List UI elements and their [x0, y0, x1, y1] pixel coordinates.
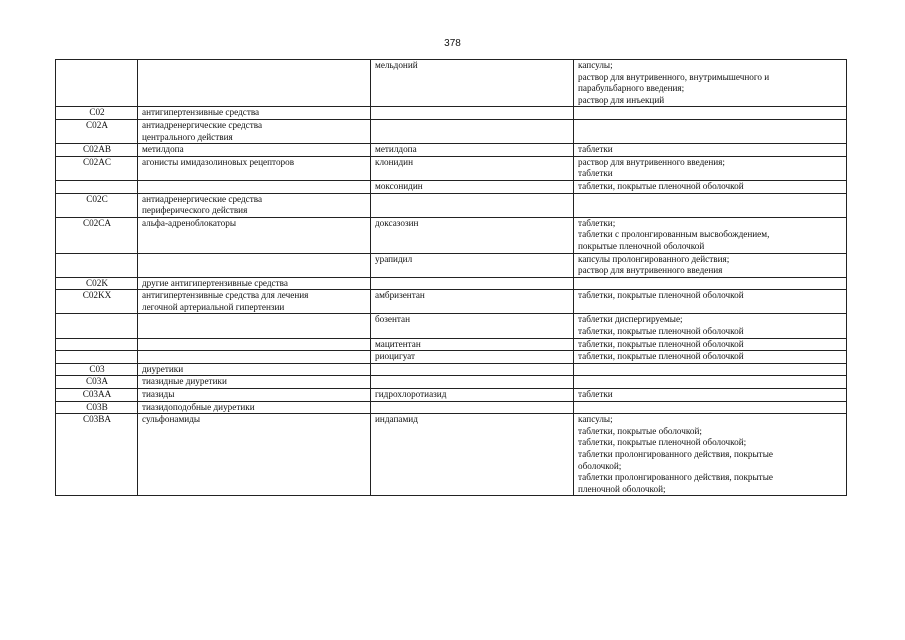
atc-code-cell [56, 314, 138, 338]
dosage-form-line: таблетки [578, 168, 613, 179]
atc-group-cell [138, 156, 371, 180]
drug-name: индапамид [375, 414, 418, 425]
dosage-form-cell [574, 314, 847, 338]
dosage-form-cell [574, 193, 847, 217]
table-row [56, 351, 847, 364]
drug-name: гидрохлоротиазид [375, 389, 447, 400]
atc-group-cell [138, 290, 371, 314]
table-row [56, 217, 847, 253]
dosage-form-cell [574, 253, 847, 277]
drug-name-cell [371, 156, 574, 180]
table-row [56, 180, 847, 193]
drug-name-cell [371, 338, 574, 351]
atc-group-cell [138, 253, 371, 277]
atc-code: C02C [86, 193, 108, 204]
dosage-form-cell [574, 107, 847, 120]
table-row [56, 389, 847, 402]
atc-code: C03B [86, 401, 108, 412]
atc-group-cell [138, 277, 371, 290]
atc-code-cell [56, 156, 138, 180]
atc-group-cell [138, 351, 371, 364]
dosage-form-line: таблетки, покрытые пленочной оболочкой [578, 326, 744, 337]
table-row [56, 363, 847, 376]
atc-code-cell [56, 193, 138, 217]
atc-group-line: легочной артериальной гипертензии [142, 301, 285, 312]
table-row [56, 401, 847, 414]
dosage-form-cell [574, 401, 847, 414]
drug-name-cell [371, 180, 574, 193]
dosage-form-line: капсулы пролонгированного действия; [578, 253, 730, 264]
drug-name: амбризентан [375, 290, 425, 301]
atc-code: C03BA [82, 414, 112, 425]
drug-name-cell [371, 376, 574, 389]
atc-code-cell [56, 277, 138, 290]
table-row [56, 144, 847, 157]
atc-code-cell [56, 290, 138, 314]
dosage-form-cell [574, 351, 847, 364]
drug-name-cell [371, 277, 574, 290]
table-row [56, 376, 847, 389]
atc-group-line: центрального действия [142, 131, 233, 142]
dosage-form-line: капсулы; [578, 60, 613, 70]
drug-classification-table [55, 59, 847, 496]
dosage-form-line: таблетки [578, 389, 613, 400]
drug-name: клонидин [375, 156, 413, 167]
atc-group-cell [138, 338, 371, 351]
atc-group-cell [138, 314, 371, 338]
dosage-form-cell [574, 119, 847, 143]
drug-name-cell [371, 401, 574, 414]
dosage-form-line: таблетки, покрытые пленочной оболочкой [578, 338, 744, 349]
atc-group-line: тиазиды [142, 389, 175, 400]
dosage-form-cell [574, 414, 847, 496]
atc-group-line: сульфонамиды [142, 414, 201, 425]
atc-group-line: метилдопа [142, 144, 184, 155]
atc-group-line: тиазидоподобные диуретики [142, 401, 255, 412]
atc-group-line: антигипертензивные средства для лечения [142, 290, 309, 301]
drug-name-cell [371, 217, 574, 253]
drug-name: метилдопа [375, 144, 417, 155]
drug-name-cell [371, 389, 574, 402]
atc-group-line: тиазидные диуретики [142, 376, 227, 387]
dosage-form-cell [574, 180, 847, 193]
drug-name-cell [371, 314, 574, 338]
drug-name: риоцигуат [375, 351, 416, 362]
atc-code-cell [56, 180, 138, 193]
dosage-form-line: парабульбарного введения; [578, 83, 685, 94]
dosage-form-cell [574, 376, 847, 389]
page-number: 378 [444, 38, 461, 49]
atc-code-cell [56, 376, 138, 389]
dosage-form-cell [574, 217, 847, 253]
atc-code-cell [56, 389, 138, 402]
atc-code: C03A [86, 376, 108, 387]
dosage-form-line: капсулы; [578, 414, 613, 425]
atc-group-cell [138, 217, 371, 253]
drug-name-cell [371, 107, 574, 120]
drug-name-cell [371, 290, 574, 314]
dosage-form-line: таблетки; [578, 217, 616, 228]
table-row [56, 119, 847, 143]
drug-name-cell [371, 193, 574, 217]
atc-code-cell [56, 338, 138, 351]
dosage-form-cell [574, 60, 847, 107]
dosage-form-line: таблетки [578, 144, 613, 155]
drug-name-cell [371, 363, 574, 376]
drug-name-cell [371, 351, 574, 364]
dosage-form-cell [574, 389, 847, 402]
atc-code-cell [56, 217, 138, 253]
drug-name: мацитентан [375, 338, 421, 349]
dosage-form-line: таблетки, покрытые пленочной оболочкой [578, 290, 744, 301]
atc-group-line: антигипертензивные средства [142, 107, 260, 118]
atc-group-cell [138, 376, 371, 389]
dosage-form-cell [574, 338, 847, 351]
table-row [56, 314, 847, 338]
atc-code: C02AC [82, 156, 112, 167]
atc-group-cell [138, 401, 371, 414]
dosage-form-line: таблетки с пролонгированным высвобождением, [578, 229, 770, 240]
atc-code: C02 [89, 107, 105, 118]
dosage-form-line: покрытые пленочной оболочкой [578, 240, 705, 251]
atc-code-cell [56, 107, 138, 120]
atc-code: C02KX [82, 290, 112, 301]
table-row [56, 156, 847, 180]
atc-group-line: антиадренергические средства [142, 119, 263, 130]
atc-code-cell [56, 414, 138, 496]
atc-code: C02AB [82, 144, 112, 155]
drug-name-cell [371, 60, 574, 107]
dosage-form-line: таблетки диспергируемые; [578, 314, 683, 325]
table-row [56, 193, 847, 217]
dosage-form-line: таблетки пролонгированного действия, покрытые [578, 449, 773, 459]
atc-group-line: периферического действия [142, 205, 248, 216]
drug-name: урапидил [375, 253, 413, 264]
atc-code-cell [56, 119, 138, 143]
table-row [56, 414, 847, 496]
atc-group-cell [138, 107, 371, 120]
dosage-form-line: таблетки, покрытые пленочной оболочкой [578, 351, 744, 362]
atc-group-cell [138, 389, 371, 402]
table-row [56, 277, 847, 290]
atc-code-cell [56, 363, 138, 376]
dosage-form-line: оболочкой; [578, 460, 622, 471]
atc-group-line: диуретики [142, 363, 184, 374]
atc-code-cell [56, 144, 138, 157]
atc-group-line: антиадренергические средства [142, 193, 263, 204]
drug-name: бозентан [375, 314, 411, 325]
atc-code-cell [56, 253, 138, 277]
drug-name-cell [371, 119, 574, 143]
atc-group-line: агонисты имидазолиновых рецепторов [142, 156, 295, 167]
dosage-form-line: таблетки, покрытые пленочной оболочкой; [578, 437, 747, 448]
atc-group-cell [138, 414, 371, 496]
table-row [56, 60, 847, 107]
drug-name: моксонидин [375, 180, 423, 191]
atc-group-line: альфа-адреноблокаторы [142, 217, 237, 228]
atc-code: C02K [86, 277, 108, 288]
dosage-form-line: раствор для внутривенного, внутримышечного и [578, 71, 770, 82]
atc-code-cell [56, 401, 138, 414]
dosage-form-cell [574, 277, 847, 290]
atc-code: C02A [86, 119, 108, 130]
drug-name-cell [371, 144, 574, 157]
atc-group-cell [138, 180, 371, 193]
table-row [56, 290, 847, 314]
atc-group-cell [138, 144, 371, 157]
dosage-form-cell [574, 363, 847, 376]
drug-name-cell [371, 253, 574, 277]
table-row [56, 253, 847, 277]
dosage-form-cell [574, 290, 847, 314]
table-row [56, 338, 847, 351]
dosage-form-line: раствор для внутривенного введения [578, 265, 723, 276]
atc-code-cell [56, 60, 138, 107]
dosage-form-line: таблетки пролонгированного действия, покрытые [578, 472, 773, 483]
atc-group-cell [138, 60, 371, 107]
atc-code: C03 [89, 363, 105, 374]
atc-group-cell [138, 193, 371, 217]
dosage-form-line: раствор для внутривенного введения; [578, 156, 725, 167]
atc-code: C02CA [82, 217, 112, 228]
dosage-form-line: раствор для инъекций [578, 94, 665, 105]
dosage-form-cell [574, 156, 847, 180]
atc-group-cell [138, 363, 371, 376]
atc-group-line: другие антигипертензивные средства [142, 277, 288, 288]
atc-group-cell [138, 119, 371, 143]
dosage-form-cell [574, 144, 847, 157]
drug-name: мельдоний [375, 60, 418, 70]
dosage-form-line: пленочной оболочкой; [578, 483, 666, 494]
drug-name: доксазозин [375, 217, 419, 228]
dosage-form-line: таблетки, покрытые оболочкой; [578, 425, 702, 436]
atc-code: C03AA [82, 389, 112, 400]
table-row [56, 107, 847, 120]
dosage-form-line: таблетки, покрытые пленочной оболочкой [578, 180, 744, 191]
drug-name-cell [371, 414, 574, 496]
atc-code-cell [56, 351, 138, 364]
